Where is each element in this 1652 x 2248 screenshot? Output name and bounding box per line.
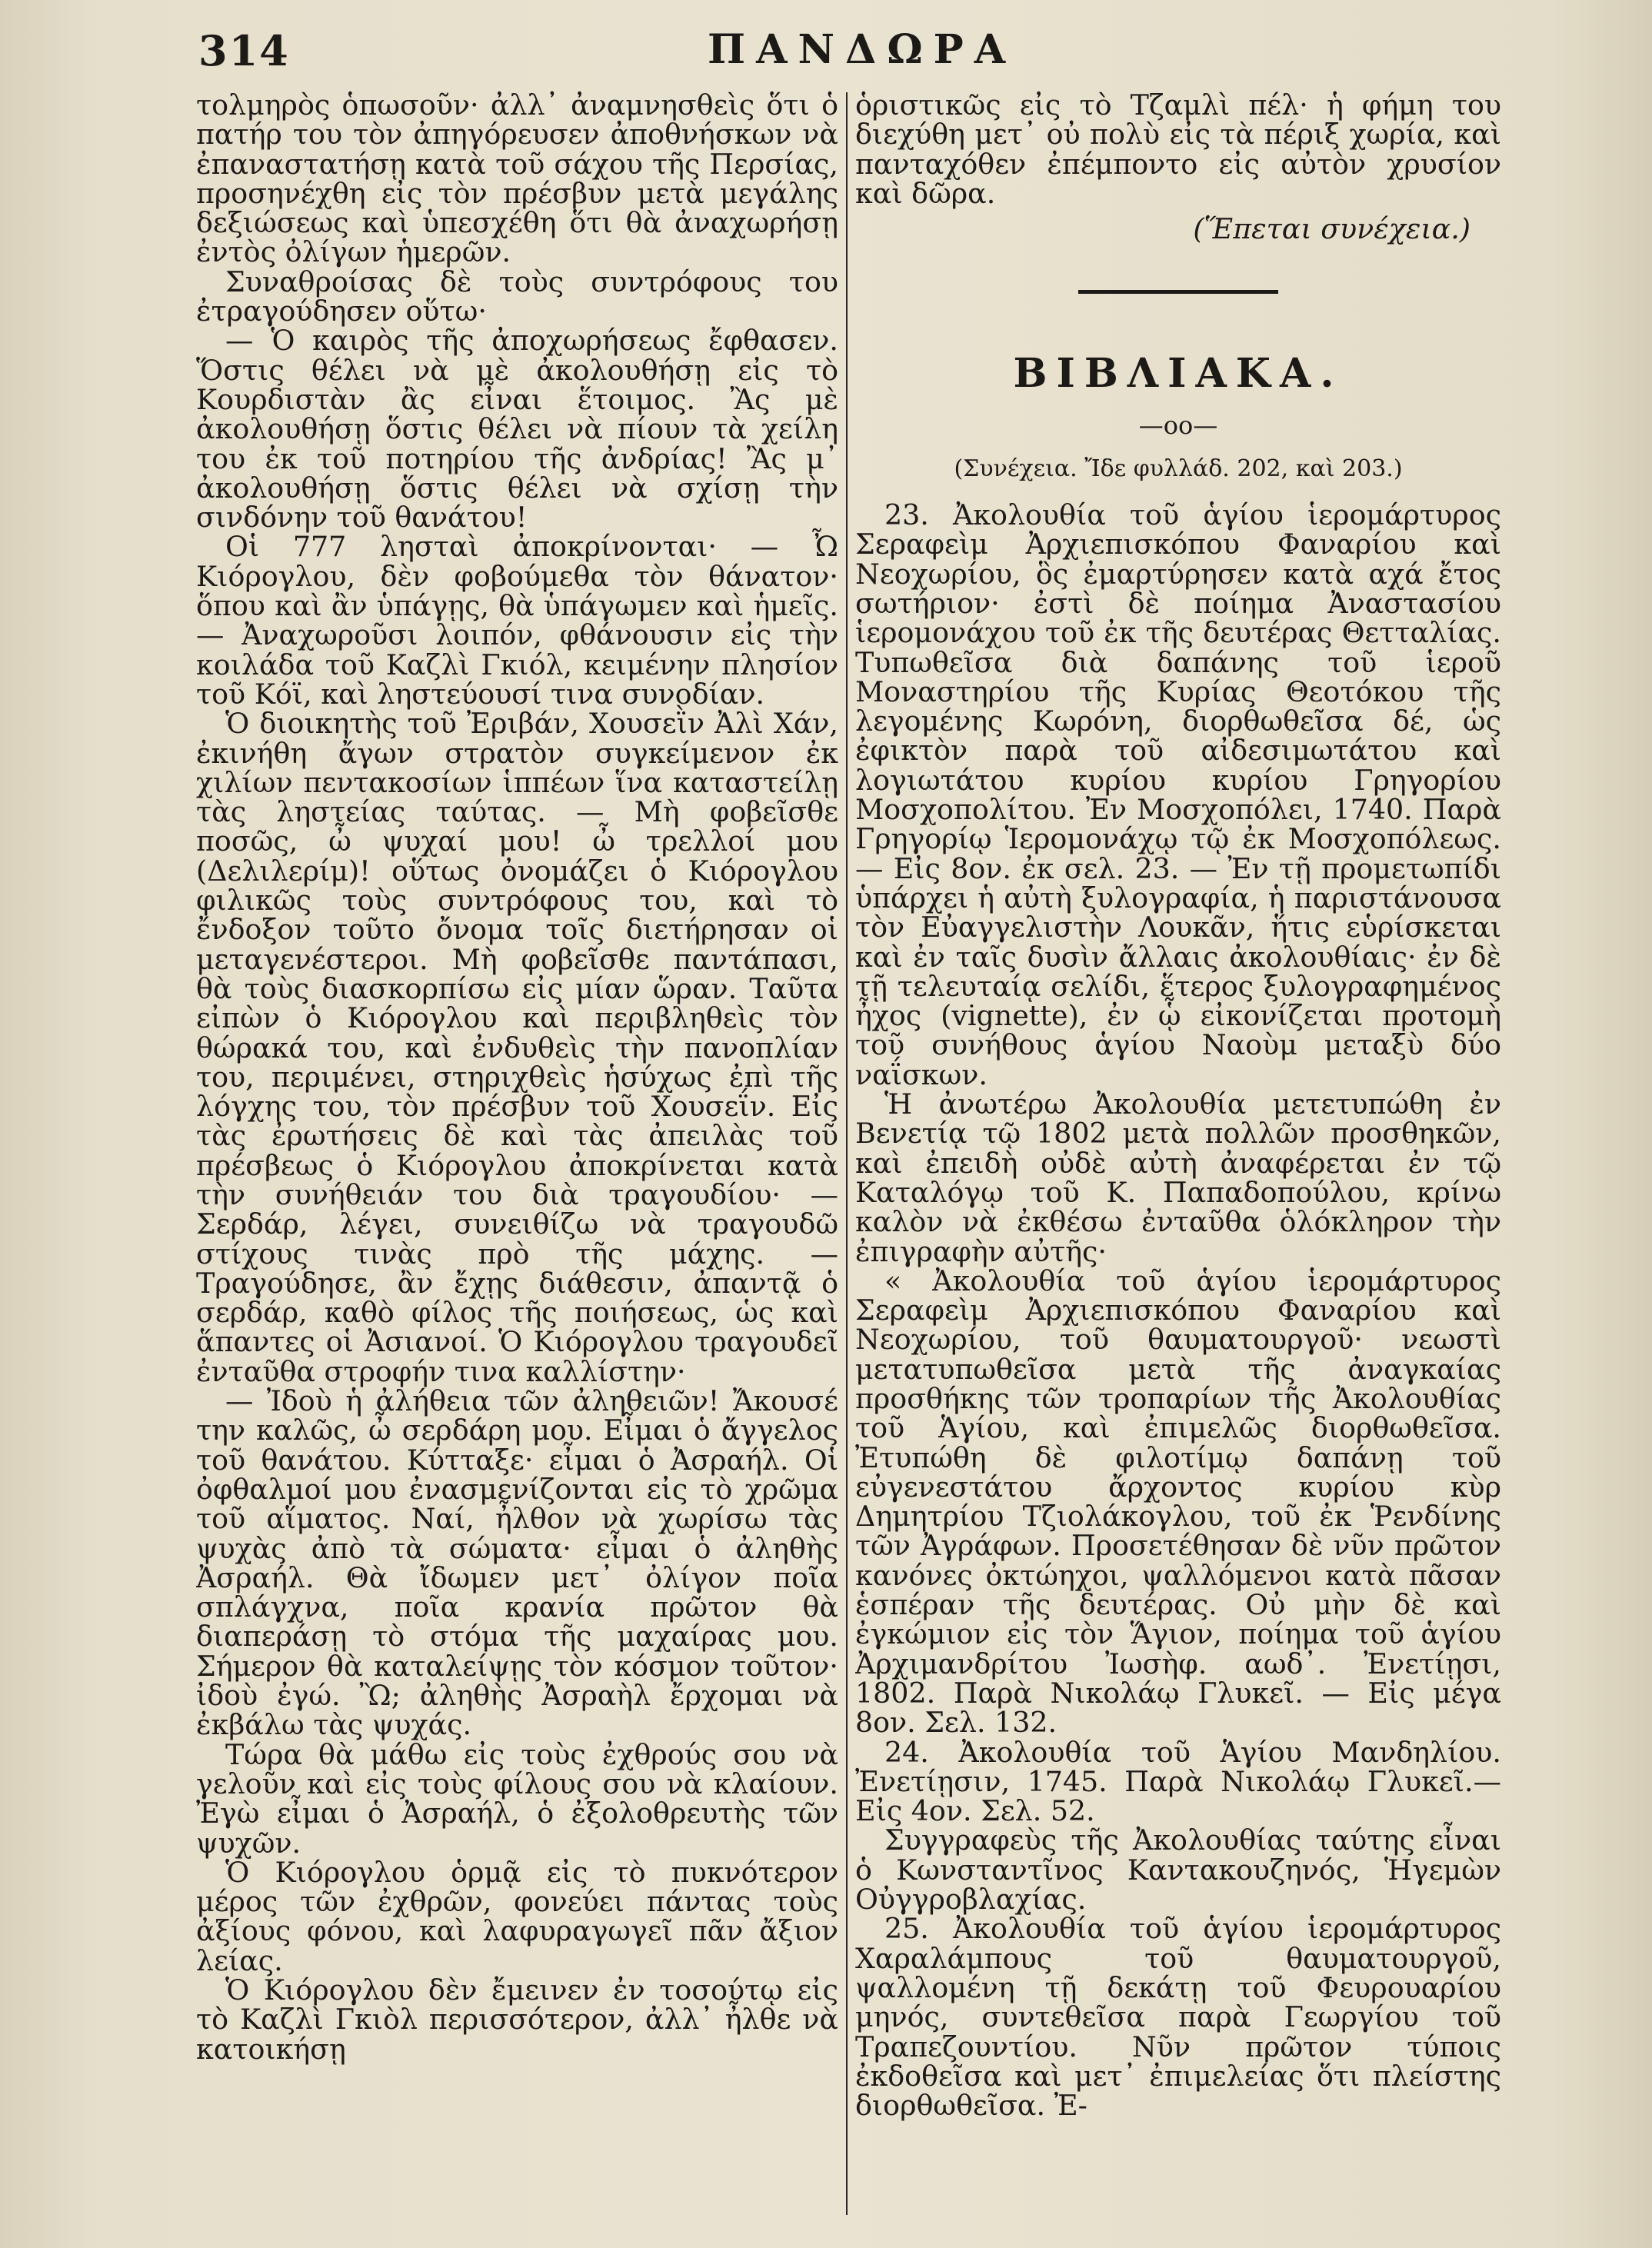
paragraph: — Ὁ καιρὸς τῆς ἀποχωρήσεως ἔφθασεν. Ὅστις θέλει νὰ μὲ ἀκολουθήσῃ εἰς τὸ Κουρδιστὰν ἂς εἶναι ἕτοιμος. Ἂς μὲ ἀκολουθήσῃ ὅστις θέλει νὰ πίουν τὰ χείλη του ἐκ τοῦ ποτηρίου τῆς ἀνδρίας! Ἂς μ᾽ ἀκολουθήσῃ ὅστις θέλει νὰ σχίσῃ τὴν σινδόνην τοῦ θανάτου! xyxy=(196,324,838,535)
bibliography-entry: 25. Ἀκολουθία τοῦ ἁγίου ἱερομάρτυρος Χαραλάμπους τοῦ θαυματουργοῦ, ψαλλομένη τῇ δεκάτῃ τοῦ Φευρουαρίου μηνός, συντεθεῖσα παρὰ Γεωργίου τοῦ Τραπεζουντίου. Νῦν πρῶτον τύποις ἐκδοθεῖσα καὶ μετ᾽ ἐπιμελείας ὅτι πλείστης διορθωθεῖσα. Ἐ- xyxy=(855,1912,1501,2123)
paragraph: Ὁ Κιόρογλου ὁρμᾷ εἰς τὸ πυκνότερον μέρος τῶν ἐχθρῶν, φονεύει πάντας τοὺς ἀξίους φόνου, καὶ λαφυραγωγεῖ πᾶν ἄξιον λείας. xyxy=(196,1855,838,1977)
page-header xyxy=(0,26,1652,80)
to-be-continued-note: (Ἕπεται συνέχεια.) xyxy=(1193,212,1470,246)
right-column xyxy=(855,91,1501,2233)
section-note: (Συνέχεια. Ἴδε φυλλάδ. 202, καὶ 203.) xyxy=(954,455,1403,482)
bibliography-entry: 23. Ἀκολουθία τοῦ ἁγίου ἱερομάρτυρος Σεραφεὶμ Ἀρχιεπισκόπου Φαναρίου καὶ Νεοχωρίου, ὃς ἐμαρτύρησεν κατὰ αχά ἔτος σωτήριον· ἐστὶ δὲ ποίημα Ἀναστασίου ἱερομονάχου τοῦ ἐκ τῆς δευτέρας Θετταλίας. Τυπωθεῖσα διὰ δαπάνης τοῦ ἱεροῦ Μοναστηρίου τῆς Κυρίας Θεοτόκου τῆς λεγομένης Κωρόνη, διορθωθεῖσα δέ, ὡς ἐφικτὸν παρὰ τοῦ αἰδεσιμωτάτου καὶ λογιωτάτου κυρίου κυρίου Γρηγορίου Μοσχοπολίτου. Ἐν Μοσχοπόλει, 1740. Παρὰ Γρηγορίῳ Ἱερομονάχῳ τῷ ἐκ Μοσχοπόλεως.— Εἰς 8ον. ἐκ σελ. 23. — Ἐν τῇ προμετωπίδι ὑπάρχει ἡ αὐτὴ ξυλογραφία, ἡ παριστάνουσα τὸν Εὐαγγελιστὴν Λουκᾶν, ἥτις εὑρίσκεται καὶ ἐν ταῖς δυσὶν ἄλλαις ἀκολουθίαις· ἐν δὲ τῇ τελευταίᾳ σελίδι, ἕτερος ξυλογραφημένος ἦχος (vignette), ἐν ᾧ εἰκονίζεται προτομὴ τοῦ συνήθους ἁγίου Ναοὺμ μεταξὺ δύο ναΐσκων. xyxy=(855,498,1501,1091)
quoted-title: « Ἀκολουθία τοῦ ἁγίου ἱερομάρτυρος Σεραφεὶμ Ἀρχιεπισκόπου Φαναρίου καὶ Νεοχωρίου, τοῦ θαυματουργοῦ· νεωστὶ μετατυπωθεῖσα μετὰ τῆς ἀναγκαίας προσθήκης τῶν τροπαρίων τῆς Ἀκολουθίας τοῦ Ἁγίου, καὶ ἐπιμελῶς διορθωθεῖσα. Ἐτυπώθη δὲ φιλοτίμῳ δαπάνῃ τοῦ εὐγενεστάτου ἄρχοντος κυρίου κὺρ Δημητρίου Τζιολάκογλου, τοῦ ἐκ Ῥενδίνης τῶν Ἀγράφων. Προσετέθησαν δὲ νῦν πρῶτον κανόνες ὀκτώηχοι, ψαλλόμενοι κατὰ πᾶσαν ἑσπέραν τῆς δευτέρας. Οὐ μὴν δὲ καὶ ἐγκώμιον εἰς τὸν Ἅγιον, ποίημα τοῦ ἁγίου Ἀρχιμανδρίτου Ἰωσὴφ. αωδ᾽. Ἐνετίῃσι, 1802. Παρὰ Νικολάῳ Γλυκεῖ. — Εἰς μέγα 8ον. Σελ. 132. xyxy=(855,1264,1501,1740)
column-divider xyxy=(846,92,848,2215)
paragraph: — Ἰδοὺ ἡ ἀλήθεια τῶν ἀληθειῶν! Ἄκουσέ την καλῶς, ὦ σερδάρη μου. Εἶμαι ὁ ἄγγελος τοῦ θανάτου. Κύτταξε· εἶμαι ὁ Ἀσραήλ. Οἱ ὀφθαλμοί μου ἐνασμενίζονται εἰς τὸ χρῶμα τοῦ αἵματος. Ναί, ἦλθον νὰ χωρίσω τὰς ψυχὰς ἀπὸ τὰ σώματα· εἶμαι ὁ ἀληθὴς Ἀσραήλ. Θὰ ἴδωμεν μετ᾽ ὀλίγον ποῖα σπλάγχνα, ποῖα κρανία πρῶτον θὰ διαπεράσῃ τὸ στόμα τῆς μαχαίρας μου. Σήμερον θὰ καταλείψῃς τὸν κόσμον τοῦτον· ἰδοὺ ἐγώ. Ὢ; ἀληθὴς Ἀσραὴλ ἔρχομαι νὰ ἐκβάλω τὰς ψυχάς. xyxy=(196,1384,838,1742)
bibliography-entry: 24. Ἀκολουθία τοῦ Ἁγίου Μανδηλίου. Ἐνετίῃσιν, 1745. Παρὰ Νικολάῳ Γλυκεῖ.—Εἰς 4ον. Σελ. 52. xyxy=(855,1735,1501,1828)
paragraph: Οἱ 777 λησταὶ ἀποκρίνονται· — Ὦ Κιόρογλου, δὲν φοβούμεθα τὸν θάνατον· ὅπου καὶ ἂν ὑπάγῃς, θὰ ὑπάγωμεν καὶ ἡμεῖς. — Ἀναχωροῦσι λοιπόν, φθάνουσιν εἰς τὴν κοιλάδα τοῦ Καζλὶ Γκιόλ, κειμένην πλησίον τοῦ Κόϊ, καὶ ληστεύουσί τινα συνοδίαν. xyxy=(196,530,838,711)
paragraph: τολμηρὸς ὁπωσοῦν· ἀλλ᾽ ἀναμνησθεὶς ὅτι ὁ πατήρ του τὸν ἀπηγόρευσεν ἀποθνήσκων νὰ ἐπαναστατήσῃ κατὰ τοῦ σάχου τῆς Περσίας, προσηνέχθη εἰς τὸν πρέσβυν μετὰ μεγάλης δεξιώσεως καὶ ὑπεσχέθη ὅτι θὰ ἀναχωρήσῃ ἐντὸς ὀλίγων ἡμερῶν. xyxy=(196,91,838,269)
section-rule xyxy=(1078,290,1278,294)
page-number: 314 xyxy=(198,26,290,75)
paragraph: Ὁ διοικητὴς τοῦ Ἐριβάν, Χουσεῒν Ἀλὶ Χάν, ἐκινήθη ἄγων στρατὸν συγκείμενον ἐκ χιλίων πεντακοσίων ἱππέων ἵνα καταστείλῃ τὰς ληστείας ταύτας. — Μὴ φοβεῖσθε ποσῶς, ὦ ψυχαί μου! ὦ τρελλοί μου (Δελιλερίμ)! οὕτως ὀνομάζει ὁ Κιόρογλου φιλικῶς τοὺς συντρόφους του, καὶ τὸ ἔνδοξον τοῦτο ὄνομα τοῖς διετήρησαν οἱ μεταγενέστεροι. Μὴ φοβεῖσθε παντάπασι, θὰ τοὺς διασκορπίσω εἰς μίαν ὥραν. Ταῦτα εἰπὼν ὁ Κιόρογλου καὶ περιβληθεὶς τὸν θώρακά του, καὶ ἐνδυθεὶς τὴν πανοπλίαν του, περιμένει, στηριχθεὶς ἡσύχως ἐπὶ τῆς λόγχης του, τὸν πρέσβυν τοῦ Χουσεΐν. Εἰς τὰς ἐρωτήσεις δὲ καὶ τὰς ἀπειλὰς τοῦ πρέσβεως ὁ Κιόρογλου ἀποκρίνεται κατὰ τὴν συνήθειάν του διὰ τραγουδίου· — Σερδάρ, λέγει, συνειθίζω νὰ τραγουδῶ στίχους τινὰς πρὸ τῆς μάχης. — Τραγούδησε, ἂν ἔχῃς διάθεσιν, ἀπαντᾷ ὁ σερδάρ, καθὸ φίλος τῆς ποιήσεως, ὡς καὶ ἅπαντες οἱ Ἀσιανοί. Ὁ Κιόρογλου τραγουδεῖ ἐνταῦθα στροφήν τινα καλλίστην· xyxy=(196,707,838,1388)
left-column xyxy=(196,91,838,2233)
paragraph: Ἡ ἀνωτέρω Ἀκολουθία μετετυπώθη ἐν Βενετίᾳ τῷ 1802 μετὰ πολλῶν προσθηκῶν, καὶ ἐπειδὴ οὐδὲ αὐτὴ ἀναφέρεται ἐν τῷ Καταλόγῳ τοῦ Κ. Παπαδοπούλου, κρίνω καλὸν νὰ ἐκθέσω ἐνταῦθα ὁλόκληρον τὴν ἐπιγραφὴν αὐτῆς· xyxy=(855,1087,1501,1268)
section-ornament: —oo— xyxy=(1138,411,1218,441)
running-title: ΠΑΝΔΩΡΑ xyxy=(708,26,1017,73)
paragraph: Ὁ Κιόρογλου δὲν ἔμεινεν ἐν τοσούτῳ εἰς τὸ Καζλὶ Γκιὸλ περισσότερον, ἀλλ᾽ ἦλθε νὰ κατοικήσῃ xyxy=(196,1973,838,2066)
paragraph: Τώρα θὰ μάθω εἰς τοὺς ἐχθρούς σου νὰ γελοῦν καὶ εἰς τοὺς φίλους σου νὰ κλαίουν. Ἐγὼ εἶμαι ὁ Ἀσραήλ, ὁ ἐξολοθρευτὴς τῶν ψυχῶν. xyxy=(196,1737,838,1860)
paragraph: ὁριστικῶς εἰς τὸ Τζαμλὶ πέλ· ἡ φήμη του διεχύθη μετ᾽ οὐ πολὺ εἰς τὰ πέριξ χωρία, καὶ πανταχόθεν ἐπέμποντο εἰς αὐτὸν χρυσίον καὶ δῶρα. xyxy=(855,91,1501,210)
paragraph: Συναθροίσας δὲ τοὺς συντρόφους του ἐτραγούδησεν οὕτω· xyxy=(196,265,838,328)
section-title: ΒΙΒΛΙΑΚΑ. xyxy=(1013,350,1344,398)
paragraph: Συγγραφεὺς τῆς Ἀκολουθίας ταύτης εἶναι ὁ Κωνσταντῖνος Καντακουζηνός, Ἡγεμὼν Οὐγγροβλαχίας. xyxy=(855,1823,1501,1917)
